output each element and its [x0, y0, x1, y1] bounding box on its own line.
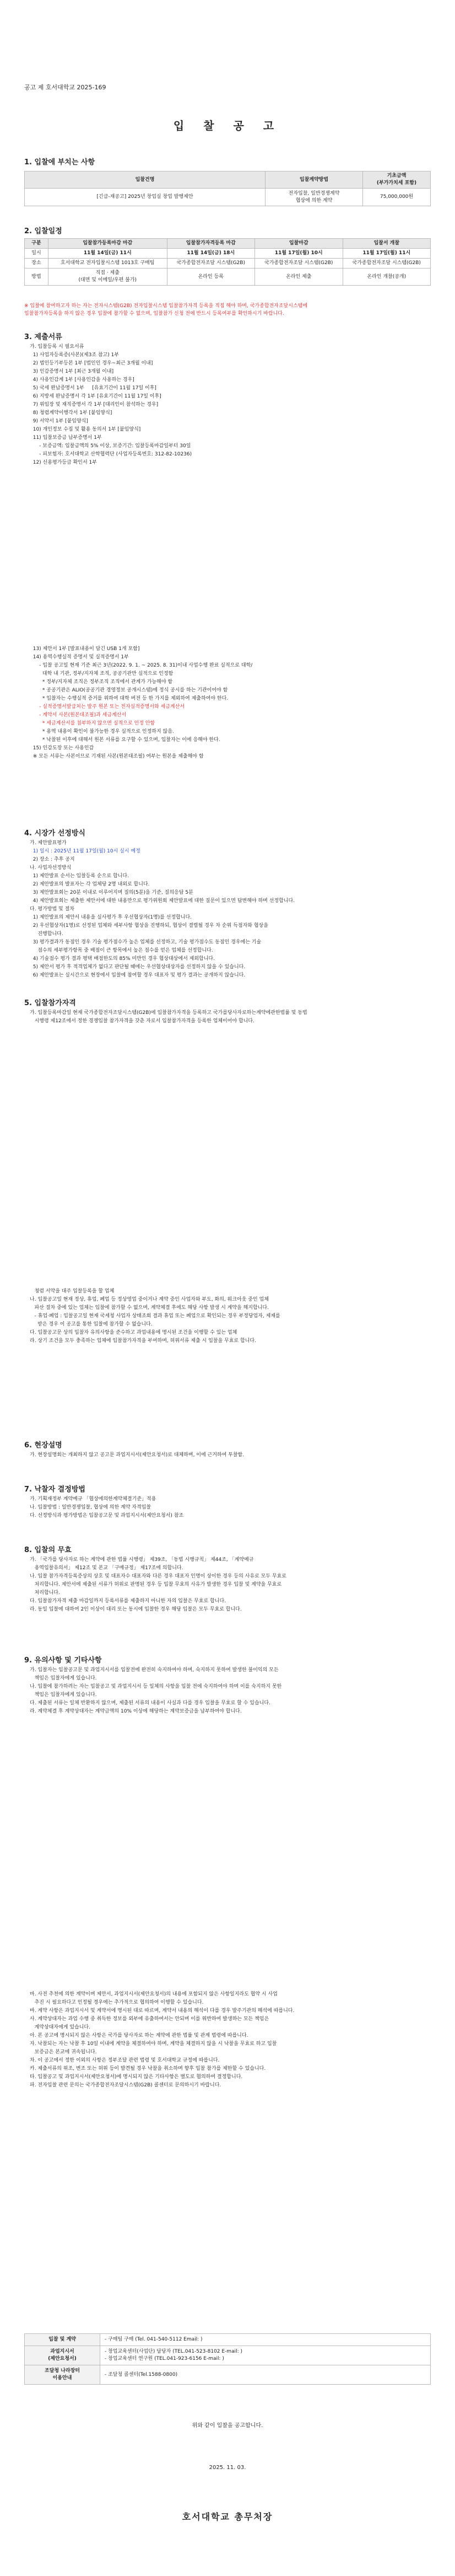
notes-list — [30, 1666, 427, 1716]
schedule-notes — [24, 302, 431, 318]
contact-text: - 창업교육센터(사업단) 담당자 (TEL.041-523-8102 E-mail: ) - 창업교육센터 연구원 (TEL.041-923-6156 E-mail: ) — [100, 2346, 431, 2365]
list-line: 카. 제출서류의 위조, 변조 또는 허위 등이 발견될 경우 낙찰을 취소하며 향후 입찰 참가를 제한할 수 있습니다. — [30, 2066, 266, 2071]
bid-item-table — [24, 171, 431, 206]
list-line: 7) 위임장 및 재직증명서 각 1부 [대리인이 참석하는 경우] — [30, 402, 159, 407]
list-line: ※ 모든 서류는 사본이므로 기재된 사본(원본대조필) 여부는 원본을 제출해야 함 — [30, 754, 204, 759]
list-line: 라. 동일 입찰에 대하여 2인 이상이 대리 또는 동시에 입찰한 경우 해당 입찰은 모두 무효로 합니다. — [30, 1607, 242, 1612]
list-line: 4) 기술점수 평가 결과 평택 배점한도의 85% 미만인 경우 협상대상에서 제외합니다. — [30, 956, 215, 962]
list-line: 라. 상기 조건을 모두 충족하는 업체에 입찰참가자격을 부여하며, 허위서류 제출 시 입찰을 무효로 합니다. — [30, 1338, 256, 1344]
list-line: 나. 사업자선정방식 — [30, 865, 72, 871]
list-line: 3) 평가결과가 동점인 경우 기술 평가점수가 높은 업체를 선정하고, 기술 평가점수도 동점인 경우에는 기술 — [30, 940, 262, 945]
list-line: 8) 청렴계약이행각서 1부 [붙임양식] — [30, 410, 112, 416]
list-line: 가. 입찰자는 입찰공고문 및 과업지시서를 입찰전에 완전히 숙지하여야 하며, 숙지하지 못하여 발생한 불이익의 모든 — [30, 1667, 279, 1673]
contact-label: 입찰 및 계약 — [25, 2334, 100, 2346]
schedule-cell: 직접 · 제출 (대면 및 이메일/우편 불가) — [48, 269, 167, 286]
section-1-heading: 1. 입찰에 부치는 사항 — [24, 158, 95, 167]
list-line: 6) 지방세 완납증명서 각 1부 [유효기간이 11월 17일 이후] — [30, 394, 161, 399]
section-6-heading: 6. 현장설명 — [24, 1441, 62, 1450]
award-method-list — [30, 1495, 427, 1520]
col-bid-name: 입찰건명 — [25, 171, 266, 189]
schedule-header: 입찰참가등록마감 마감 — [48, 239, 167, 249]
list-line: 11) 입찰보증금 납부증명서 1부 — [30, 435, 102, 441]
schedule-cell: 온라인 개찰(공개) — [343, 269, 431, 286]
contact-text: - 조달청 콜센터(Tel.1588-0800) — [100, 2365, 431, 2385]
contact-label: 조달청 나라장터 이용안내 — [25, 2365, 100, 2385]
section-9-heading: 9. 유의사항 및 기타사항 — [24, 1656, 102, 1665]
list-line: 가. 「국가를 당사자로 하는 계약에 관한 법률 시행령」 제39조, 「동법 시행규칙」 제44조, 「계약예규 — [30, 1557, 254, 1563]
list-line: 점수의 세부평가항목 중 배점이 큰 항목에서 높은 점수를 얻은 업체를 선정합니다. — [30, 948, 213, 953]
section-7-heading: 7. 낙찰자 결정방법 — [24, 1485, 85, 1494]
schedule-note: ※ 입찰에 참여하고자 하는 자는 전자시스템(G2B) 전자입찰시스템 입찰참가자격 등록을 직접 해야 하며, 국가종합전자조달시스템에 — [24, 303, 308, 309]
list-line: 보증금은 본교에 귀속됩니다. — [30, 2049, 97, 2055]
col-contract-method: 입찰계약방법 — [266, 171, 363, 189]
list-line: 나. 입찰 참가자격등록증상의 상호 및 대표자수 대표자와 다른 경우 대표자 인명이 상이한 경우 등의 사유로 모두 무효로 — [30, 1574, 286, 1579]
list-line-highlight: 1) 일시 : 2025년 11월 17일(월) 10시 실시 예정 — [30, 849, 140, 854]
list-line: 나. 입찰방법 : 일반경쟁입찰, 협상에 의한 계약 자격입찰 — [30, 1505, 151, 1510]
notice-date: 2025. 11. 03. — [209, 2465, 246, 2471]
list-line: 가. 현장설명회는 개최하지 않고 공고문 과업지시서(제안요청서)로 대체하며, 이에 근거하여 투찰함. — [30, 1452, 245, 1458]
list-line: 청렴 서약을 대주 입찰등록을 할 업체 — [30, 1289, 115, 1294]
issuer-name: 호서대학교 총무처장 — [182, 2511, 273, 2522]
section-3-heading: 3. 제출서류 — [24, 333, 62, 341]
schedule-label: 방법 — [25, 269, 48, 286]
eligibility-list-continued — [30, 1287, 427, 1345]
list-line: 4) 제안발표회는 제출한 제안서에 대한 내용만으로 평가위원회 제안발표에 대한 질문이 있으면 답변해야 하며 선정합니다. — [30, 898, 295, 904]
list-line: 3) 제안발표회는 20분 이내로 이루어지며 질의(5분)을 기준, 질의응답 5분 — [30, 890, 193, 895]
schedule-cell: 국가종합전자조달 시스템(G2B) — [255, 259, 343, 269]
list-line: 라. 계약체결 후 계약상대자는 계약금액의 10% 이상에 해당하는 계약보증금을 납부하여야 합니다. — [30, 1709, 242, 1714]
documents-list — [30, 343, 427, 467]
list-line: * 공공기관은 ALIO(공공기관 경영정보 공개시스템)에 정식 공시를 하는 기관이어야 함 — [30, 688, 228, 693]
list-line: 2) 장소 : 추후 공지 — [30, 857, 75, 862]
list-line: 파. 전자입찰 관련 문의는 국가종합전자조달시스템(G2B) 콜센터로 문의하시기 바랍니다. — [30, 2083, 221, 2088]
list-line: 용역입찰유의서」 제12조 및 본교 「구매규정」 제17조에 의합니다. — [30, 1565, 183, 1571]
list-line: 아. 본 공고에 명시되지 않은 사항은 국가를 당사자로 하는 계약에 관한 법률 및 관계 법령에 따릅니다. — [30, 2033, 248, 2038]
eligibility-list — [30, 1009, 427, 1026]
list-line: 다. 입찰공고문 상의 입찰자 유의사항을 준수하고 과업내용에 명시된 조건을 이행할 수 있는 업체 — [30, 1330, 237, 1335]
schedule-cell: 국가종합전자조달 시스템(G2B) — [343, 259, 431, 269]
section-5-heading: 5. 입찰참가자격 — [24, 999, 76, 1007]
list-line: 진행합니다. — [30, 931, 63, 937]
schedule-table — [24, 238, 431, 286]
schedule-cell: 11월 14일(금) 11시 — [48, 249, 167, 259]
list-line: 다. 입찰참가자격 제출 마감일까지 등록서류를 제출하지 아니한 자의 입찰은 무효로 합니다. — [30, 1598, 226, 1604]
selection-method-list — [30, 839, 427, 980]
list-line: * 정부/지자체 조직은 정부조직 조직에서 관계가 가능해야 함 — [30, 679, 173, 685]
list-line: 타. 입찰공고 및 과업지시서(제안요청서)에 명시되지 않은 기타사항은 별도로 협의하여 결정합니다. — [30, 2074, 243, 2080]
list-line: 15) 인감도장 또는 사용인감 — [30, 745, 94, 751]
list-line: 계약상대자에게 있습니다. — [30, 2025, 90, 2030]
contact-label: 과업지시서 (제안요청서) — [25, 2346, 100, 2365]
invalid-bid-list — [30, 1556, 427, 1614]
contact-text: - 구매팀 구매 (Tel. 041-540-5112 Email: ) — [100, 2334, 431, 2346]
documents-list-continued — [30, 645, 427, 761]
list-line: 처리합니다. 제안서에 제출된 서류가 허위로 판명된 경우 등 입찰 무효의 사유가 발생한 경우 입찰 및 계약을 무효로 — [30, 1582, 282, 1587]
list-line: 자. 낙찰되는 자는 낙찰 후 10일 이내에 계약을 체결하여야 하며, 계약을 체결하지 않을 시 낙찰을 무효로 하고 입찰 — [30, 2041, 277, 2047]
schedule-header: 구분 — [25, 239, 48, 249]
list-line: 5) 제안서 평가 후 적격업체가 없다고 판단될 때에는 우선협상대상자를 선정하지 않을 수 있습니다. — [30, 964, 246, 970]
list-line: * 용역 내용이 확인이 불가능한 경우 실적으로 인정하지 않음. — [30, 729, 174, 734]
list-line: 12) 신용평가등급 확인서 1부 — [30, 460, 97, 465]
list-line: 가. 기획재정부 계약예규 「협상에의한계약체결기준」적용 — [30, 1496, 156, 1502]
list-line-highlight: - 실적증명서발급처는 발주 원본 또는 전자실적증명서와 세금계산서 — [30, 704, 185, 710]
schedule-cell: 11월 14일(금) 18시 — [167, 249, 254, 259]
list-line: - 피보험자: 호서대학교 산학협력단 (사업자등록번호: 312-82-10236) — [30, 452, 192, 457]
list-line: 파산 절차 중에 있는 업체는 입찰에 참가할 수 없으며, 계약체결 후에도 해당 사항 발생 시 계약을 해지합니다. — [30, 1305, 269, 1311]
list-line: 바. 계약 사항은 과업지시서 및 계약서에 명시된 대로 따르며, 계약서 내용의 해석이 다를 경우 발주기관의 해석에 따릅니다. — [30, 2008, 295, 2014]
schedule-cell: 온라인 제출 — [255, 269, 343, 286]
list-line: 추진 시 필요하다고 인정될 경우에는 추가적으로 협의하여 이행할 수 있습니다. — [30, 2000, 204, 2005]
list-line: 2) 제안발표의 발표자는 각 업체당 2명 내외로 합니다. — [30, 882, 150, 887]
list-line: 차. 이 공고에서 정한 이외의 사항은 정부조달 관련 법령 및 호서대학교 규정에 따릅니다. — [30, 2058, 220, 2063]
list-line: 10) 개인정보 수집 및 활용 동의서 1부 [붙임양식] — [30, 427, 141, 432]
list-line: 6) 제안발표는 실시간으로 현장에서 입찰에 참여할 경우 대표자 및 평가 결과는 공개하지 않습니다. — [30, 973, 246, 978]
contact-table — [24, 2333, 431, 2385]
list-line: 책임은 입찰자에게 있습니다. — [30, 1692, 97, 1698]
list-line: 다. 제출된 서류는 일체 반환하지 않으며, 제출된 서류의 내용이 사실과 다를 경우 입찰을 무효로 할 수 있습니다. — [30, 1700, 270, 1706]
section-4-heading: 4. 시장가 선정방식 — [24, 829, 85, 838]
base-amount-cell: 75,000,000원 — [363, 189, 431, 206]
list-line: 2) 우선협상자(1명)로 선정된 업체와 세부사항 협상을 진행하되, 협상이 결렬될 경우 차 순위 득점자와 협상을 — [30, 923, 268, 929]
list-line: 1) 사업자등록증(사본)(제3조 참고) 1부 — [30, 352, 120, 358]
contract-method-cell: 전자입찰, 일반경쟁계약 협상에 의한 계약 — [266, 189, 363, 206]
section-2-heading: 2. 입찰일정 — [24, 227, 62, 235]
list-line: 9) 서약서 1부 [붙임양식] — [30, 418, 88, 424]
closing-statement: 위와 같이 입찰을 공고합니다. — [192, 2423, 263, 2429]
col-base-amount: 기초금액 (부가가치세 포함) — [363, 171, 431, 189]
list-line: 다. 선정방식과 평가방법은 입찰공고문 및 과업지시서(제안요청서) 참조 — [30, 1513, 184, 1518]
schedule-cell: 온라인 등록 — [167, 269, 254, 286]
schedule-header: 입찰서 개찰 — [343, 239, 431, 249]
list-line: 책임은 입찰자에게 있습니다. — [30, 1676, 97, 1681]
list-line: 13) 제안서 1부 [발표내용이 담긴 USB 1개 포함] — [30, 646, 140, 652]
list-line: 3) 인감증명서 1부 [최근 3개월 이내] — [30, 369, 114, 374]
list-line: 2) 법인등기부등본 1부 [법인인 경우~최근 3개월 이내] — [30, 361, 153, 366]
list-line: 받은 경우 이 공고를 통한 입찰에 참가할 수 없습니다. — [30, 1322, 153, 1327]
list-line: 마. 사전 추천에 의한 계약이며 제안서, 과업지시서(제안요청서)의 내용에 포함되지 않은 사항일지라도 협약 시 사업 — [30, 1992, 278, 1997]
list-line: - 입찰 공고일 현재 기준 최근 3년(2022. 9. 1. ~ 2025. 8. 31)이내 사업수행 완료 실적으로 대학/ — [30, 663, 253, 668]
schedule-cell: 11월 17일(월) 11시 — [343, 249, 431, 259]
schedule-label: 일시 — [25, 249, 48, 259]
list-line: * 입찰자는 수행실적 증거를 위하여 대학 버전 등 한 가지를 제외하여 제출하여야 한다. — [30, 696, 229, 701]
list-line: 시행령 제12조에서 정한 경쟁입찰 참가자격을 갖춘 자로서 입찰참가자격을 등록한 업체이어야 합니다. — [30, 1018, 254, 1024]
list-line: 1) 제안발표 순서는 입찰등록 순으로 합니다. — [30, 873, 129, 879]
schedule-cell: 11월 17일(월) 10시 — [255, 249, 343, 259]
list-line: 5) 국세 완납증명서 1부 [유효기간이 11월 17일 이후] — [30, 385, 156, 391]
schedule-header: 입찰참가자격등록 마감 — [167, 239, 254, 249]
list-line: 사. 계약상대자는 과업 수행 중 취득한 정보를 외부에 유출하여서는 안되며 이를 위반하여 발생하는 모든 책임은 — [30, 2016, 269, 2022]
notice-number: 공고 제 호서대학교 2025-169 — [24, 84, 106, 91]
document-title: 입 찰 공 고 — [173, 119, 282, 132]
notes-list-continued — [30, 1990, 427, 2090]
list-line-highlight: - 계약서 사본(원본대조필)과 세금계산서 — [30, 712, 127, 718]
list-line: 가. 입찰등록 시 필요서류 — [30, 344, 84, 350]
schedule-note: 입찰참가자등록을 하지 않은 경우 입찰에 참가할 수 없으며, 입찰참가 신청 전에 반드시 등록여부를 확인하시기 바랍니다. — [24, 311, 284, 316]
list-line: - 휴업·폐업 : 입찰공고일 현재 국세청 사업자 상태조회 결과 휴업 또는 폐업으로 확인되는 경우 부정당업자, 제재를 — [30, 1313, 280, 1319]
list-line-highlight: * 세금계산서를 첨부하지 않으면 실적으로 인정 안함 — [30, 721, 155, 726]
list-line: 4) 사용인감계 1부 [사용인감을 사용하는 경우] — [30, 377, 134, 383]
list-line: * 낙찰된 이후에 대해서 원본 서류를 요구할 수 있으며, 입찰자는 이에 응해야 한다. — [30, 737, 220, 743]
schedule-label: 장소 — [25, 259, 48, 269]
list-line: 1) 제안발표의 제안서 내용을 실사평가 후 우선협상자(1명)를 선정합니다. — [30, 915, 192, 920]
list-line: 나. 입찰에 참가하려는 자는 입찰공고 및 과업지시서 등 일체의 사항을 입찰 전에 숙지하여야 하며 이를 숙지하지 못한 — [30, 1684, 282, 1689]
section-8-heading: 8. 입찰의 무효 — [24, 1546, 72, 1554]
site-briefing-list — [30, 1451, 427, 1459]
list-line: 다. 평가방법 및 절차 — [30, 906, 74, 912]
bid-name-cell: [긴급-재공고] 2025년 창업실 창업 발행제안 — [25, 189, 266, 206]
schedule-cell: 호서대학교 전자입찰시스템 1013호 구매팀 — [48, 259, 167, 269]
list-line: 대학 내 기관, 정부/지자체 조직, 공공기관만 실적으로 인정함 — [30, 671, 174, 677]
schedule-cell: 국가종합전자조달 시스템(G2B) — [167, 259, 254, 269]
list-line: 14) 용역수행실적 증명서 및 실적증명서 1부 — [30, 654, 129, 660]
list-line: - 보증금액: 입찰금액의 5% 이상, 보증기간: 입찰등록마감일부터 30일 — [30, 443, 191, 449]
list-line: 처리합니다. — [30, 1590, 60, 1596]
schedule-header: 입찰마감 — [255, 239, 343, 249]
list-line: 가. 입찰등록마감일 현재 국가종합전자조달시스템(G2B)에 입찰참가자격을 등록하고 국가를당사자로하는계약에관한법률 및 동법 — [30, 1010, 307, 1016]
list-line: 나. 입찰공고일 현재 정상, 휴업, 폐업 등 정상영업 중이거나 계약 중인 사업자와 부도, 화의, 워크아웃 중인 업체 — [30, 1297, 269, 1302]
list-line: 가. 제안발표평가 — [30, 840, 67, 846]
